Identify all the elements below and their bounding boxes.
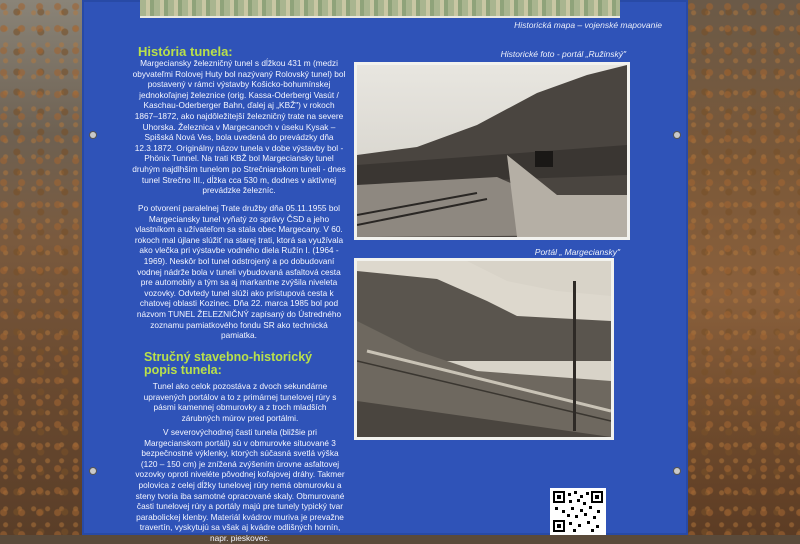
- photo-caption-1: Historické foto - portál „Ružinský": [500, 49, 626, 59]
- forest-background-right: [688, 0, 800, 535]
- history-heading: História tunela:: [138, 44, 233, 59]
- history-paragraph-1: Margeciansky železničný tunel s dĺžkou 431 m (medzi obyvateľmi Rolovej Huty bol nazývaný Rolovský tunel) bol postavený v rámci výstavby Košicko-bohumínskej jednokoľajnej železnice (orig. Kassa-Oderbergi Vasút / Kaschau-Oderberger Bahn, ďalej aj „KBŽ") v rokoch 1867–1872, ako najdôležitejší železničný trate na severe Uhorska. Železnica v Margecanoch v úseku Kysak – Spišská Nová Ves, bola uvedená do prevádzky dňa 12.3.1872. Originálny názov tunela v dobe výstavby bol - Phönix Tunnel. Na trati KBŽ bol Margeciansky tunel druhým najdlhším tunelom po Strečnianskom tuneli - dnes tunel Strečno III., dĺžka cca 530 m, dodnes v aktívnej prevádzke železníc.: [132, 58, 346, 196]
- description-paragraph-2: V severovýchodnej časti tunela (bližšie pri Margecianskom portáli) sú v obmurovke situované 3 bezpečnostné výklenky, ktorých súčasná svetlá výška (120 – 150 cm) je znížená zvýšením úrovne asfaltovej vozovky oproti niveléte pôvodnej koľajovej dráhy. Takmer polovica z celej dĺžky tunelovej rúry nemá obmurovku a steny tvoria iba samotné opracované skaly. Obmurované časti tunelovej rúry a portály majú pre tunely typický tvar parabolickej klenby. Materiál kvádrov muriva je prevažne travertín, vyskytujú sa však aj kvádre odlišných hornín, napr. pieskovec.: [135, 427, 345, 543]
- historical-map-image: [140, 0, 620, 18]
- description-heading-line-1: Stručný stavebno-historický: [144, 350, 313, 364]
- photo-caption-2: Portál „ Margeciansky": [534, 247, 620, 257]
- bolt-icon: [674, 132, 680, 138]
- historical-photo-margeciansky-portal: [354, 258, 614, 440]
- description-heading-line-2: popis tunela:: [144, 363, 222, 377]
- bolt-icon: [90, 132, 96, 138]
- forest-background-left: [0, 0, 82, 535]
- historical-photo-ruzinsky-portal: [354, 62, 630, 240]
- history-paragraph-2: Po otvorení paralelnej Trate družby dňa 05.11.1955 bol Margeciansky tunel vyňatý zo správy ČSD a jeho vlastníkom a užívateľom sa stala obec Margecany. V 60. rokoch mal újlane slúžiť na starej trati, ktorá sa využívala ako vlečka pri výstavbe vodného diela Ružín I. (1964 - 1969). Neskôr bol tunel odstrojený a po dobudovaní vodnej nádrže bola v tuneli vybudovaná asfaltová cesta pre automobily a tým sa aj markantne zvýšila niveleta vozovky. Odvtedy tunel slúži ako prístupová cesta k chatovej oblasti Kozinec. Dňa 22. marca 1985 bol pod názvom TUNEL ŽELEZNIČNÝ zapísaný do Ústredného zoznamu pamiatkového fondu SR ako technická pamiatka.: [134, 203, 344, 341]
- bolt-icon: [90, 468, 96, 474]
- qr-code[interactable]: [550, 488, 606, 535]
- bolt-icon: [674, 468, 680, 474]
- description-paragraph-1: Tunel ako celok pozostáva z dvoch sekundárne upravených portálov a to z primárnej tunelovej rúry s pásmi kamennej obmurovky a z troch mladších zárubných múrov pred portálmi.: [143, 381, 337, 423]
- information-board: [82, 0, 688, 543]
- map-caption: Historická mapa – vojenské mapovanie: [514, 20, 662, 30]
- description-heading: [144, 351, 312, 377]
